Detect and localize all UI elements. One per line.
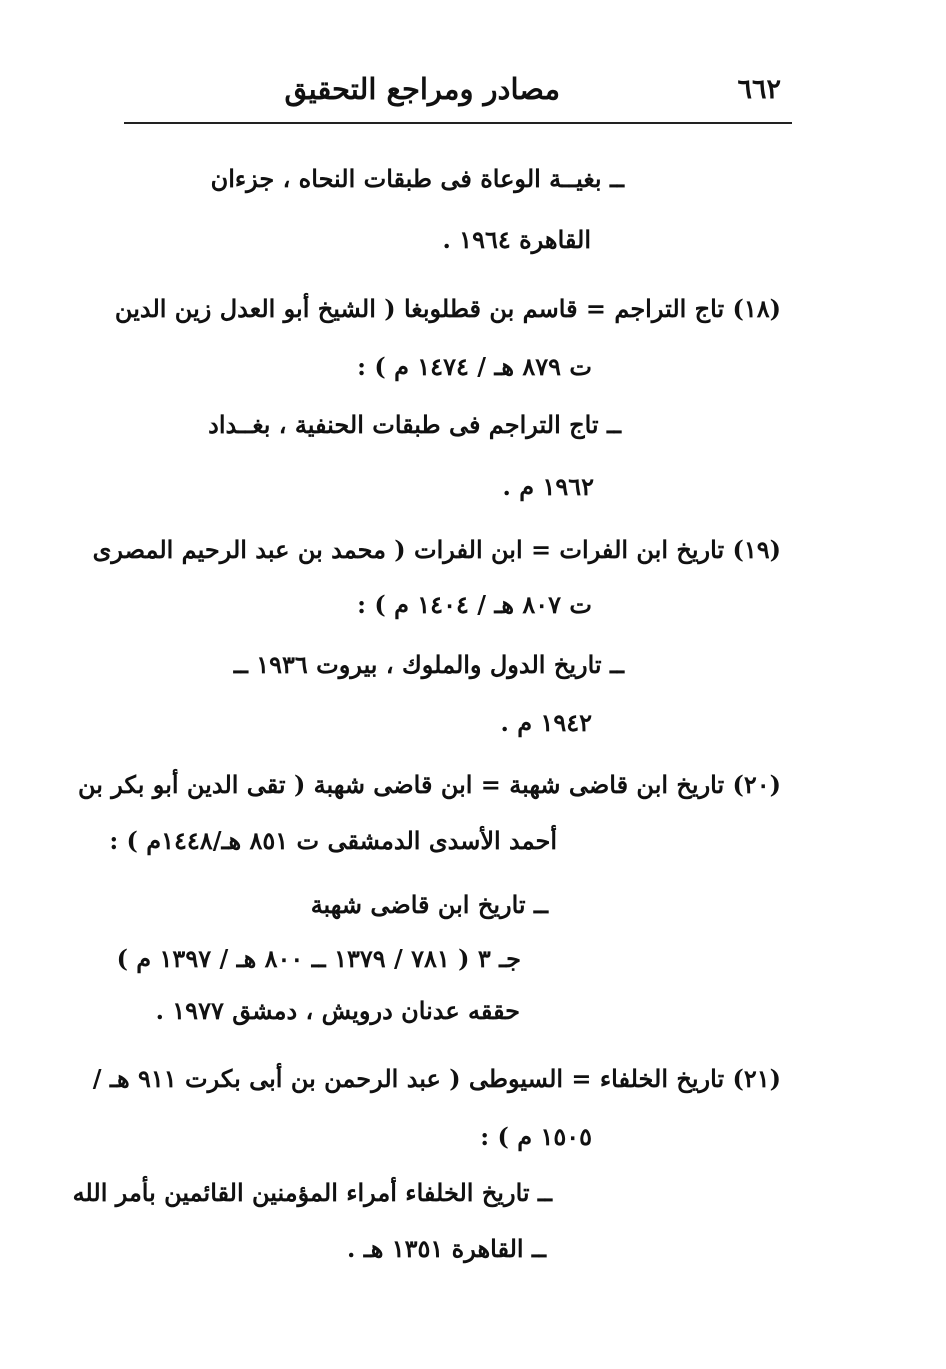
entry-heading: (١٩) تاريخ ابن الفرات = ابن الفرات ( محمد بن عبد الرحيم المصرى: [92, 535, 781, 564]
entry-heading: (٢٠) تاريخ ابن قاضى شهبة = ابن قاضى شهبة ( تقى الدين أبو بكر بن: [77, 770, 781, 799]
text-line: القاهرة ١٩٦٤ .: [442, 225, 591, 254]
text-line: ــ تاريخ الخلفاء أمراء المؤمنين القائمين بأمر الله: [72, 1178, 552, 1207]
text-line: جـ ٣ ( ٧٨١ / ١٣٧٩ ــ ٨٠٠ هـ / ١٣٩٧ م ): [116, 944, 521, 973]
text-line: ١٥٠٥ م ) :: [480, 1122, 592, 1151]
text-line: حققه عدنان درويش ، دمشق ١٩٧٧ .: [155, 996, 520, 1025]
text-line: ــ تاج التراجم فى طبقات الحنفية ، بغــداد: [208, 410, 621, 439]
text-line: ــ القاهرة ١٣٥١ هـ .: [346, 1234, 546, 1263]
text-line: أحمد الأسدى الدمشقى ت ٨٥١ هـ/١٤٤٨م ) :: [109, 826, 557, 855]
text-line: ١٩٦٢ م .: [502, 472, 594, 501]
entry-heading: (٢١) تاريخ الخلفاء = السيوطى ( عبد الرحمن بن أبى بكرت ٩١١ هـ /: [92, 1064, 781, 1093]
header-rule: [124, 122, 792, 124]
text-line: ــ تاريخ الدول والملوك ، بيروت ١٩٣٦ ــ: [233, 650, 624, 679]
entry-heading: (١٨) تاج التراجم = قاسم بن قطلوبغا ( الشيخ أبو العدل زين الدين: [114, 294, 781, 323]
text-line: ت ٨٧٩ هـ / ١٤٧٤ م ) :: [357, 352, 592, 381]
text-line: ١٩٤٢ م .: [500, 708, 592, 737]
page-number: ٦٦٢: [737, 74, 781, 105]
text-line: ــ بغيــة الوعاة فى طبقات النحاه ، جزءان: [210, 164, 624, 193]
text-line: ــ تاريخ ابن قاضى شهبة: [310, 890, 548, 919]
running-title: مصادر ومراجع التحقيق: [284, 72, 560, 106]
text-line: ت ٨٠٧ هـ / ١٤٠٤ م ) :: [357, 590, 592, 619]
